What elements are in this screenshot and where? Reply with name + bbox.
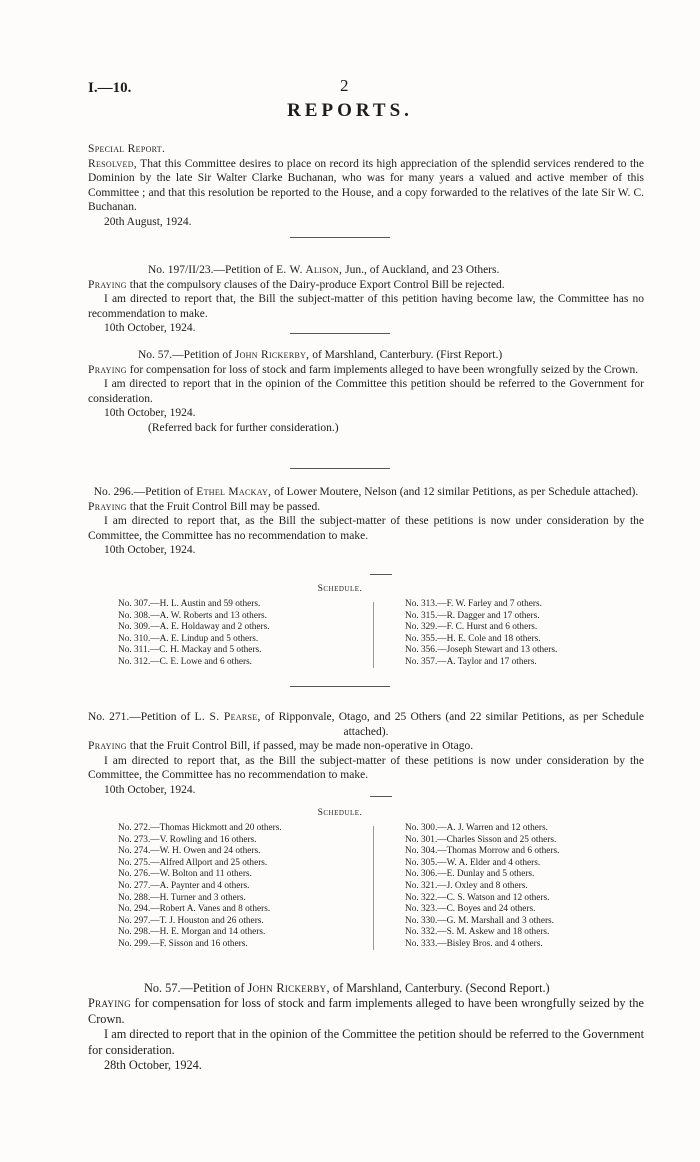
- schedule-entry: No. 297.—T. J. Houston and 26 others.: [118, 915, 264, 926]
- heading-suffix: of Ripponvale, Otago, and 25 Others (and 22 similar Petitions, as per Schedule attached).: [260, 711, 644, 738]
- heading-suffix: of Marshland, Canterbury. (Second Report.): [329, 981, 550, 995]
- schedule-entry: No. 310.—A. E. Lindup and 5 others.: [118, 633, 259, 644]
- schedule-entry: No. 309.—A. E. Holdaway and 2 others.: [118, 622, 270, 633]
- prayer-text: that the Fruit Control Bill may be passed.: [129, 500, 321, 513]
- petitioner-name: John Rickerby,: [234, 349, 310, 361]
- schedule-entry: No. 277.—A. Paynter and 4 others.: [118, 880, 250, 891]
- schedule-title: Schedule.: [317, 808, 363, 818]
- petition-heading: [88, 710, 644, 739]
- schedule-column-divider: [373, 602, 374, 668]
- page-title: REPORTS.: [287, 100, 413, 121]
- petition-report: I am directed to report that, the Bill the subject-matter of this petition having become law, the Committee has no recommendation to make.: [88, 293, 644, 320]
- schedule-entry: No. 273.—V. Rowling and 16 others.: [118, 834, 257, 845]
- heading-suffix: of Marshland, Canterbury. (First Report.): [309, 349, 503, 361]
- petition-report: I am directed to report that in the opinion of the Committee this petition should be referred to the Government for consideration.: [88, 378, 644, 405]
- praying-lead: Praying: [88, 278, 127, 291]
- schedule-left-column: [118, 599, 270, 669]
- schedule-entry: No. 275.—Alfred Allport and 25 others.: [118, 857, 268, 868]
- schedule-left-column: [118, 823, 282, 951]
- schedule-right-column: [405, 823, 559, 951]
- schedule-entry: No. 304.—Thomas Morrow and 6 others.: [405, 846, 560, 857]
- schedule-entry: No. 288.—H. Turner and 3 others.: [118, 892, 246, 903]
- petition-57-second-section: [88, 981, 644, 1073]
- schedule-entry: No. 308.—A. W. Roberts and 13 others.: [118, 610, 267, 621]
- schedule-entry: No. 307.—H. L. Austin and 59 others.: [118, 599, 261, 609]
- schedule-entry: No. 323.—C. Boyes and 24 others.: [405, 904, 536, 915]
- schedule-divider: [370, 574, 392, 575]
- petitioner-name: E. W. Alison,: [276, 264, 343, 276]
- schedule-entry: No. 332.—S. M. Askew and 18 others.: [405, 927, 550, 938]
- petitioner-name: L. S. Pearse,: [194, 711, 261, 723]
- petition-date: 10th October, 1924.: [104, 783, 196, 796]
- petition-heading: [88, 981, 644, 996]
- heading-prefix: No. 57.—Petition of: [144, 981, 248, 995]
- petition-prayer: [88, 363, 644, 378]
- heading-suffix: Jun., of Auckland, and 23 Others.: [342, 264, 500, 276]
- section-divider: [290, 333, 390, 334]
- petition-prayer: [88, 996, 644, 1027]
- schedule-column-divider: [373, 826, 374, 950]
- petition-report: I am directed to report that in the opinion of the Committee the petition should be referred to the Government for consideration.: [88, 1027, 644, 1057]
- petitioner-name: Ethel Mackay,: [196, 486, 272, 498]
- page-number: 2: [340, 76, 349, 95]
- heading-prefix: No. 197/II/23.—Petition of: [148, 264, 277, 276]
- section-divider: [290, 468, 390, 469]
- schedule-entry: No. 315.—R. Dagger and 17 others.: [405, 610, 540, 621]
- special-report-date: 20th August, 1924.: [104, 215, 192, 228]
- resolution-text: That this Committee desires to place on record its high appreciation of the splendid services rendered to the Dominion by the late Sir Walter Clarke Buchanan, who was for many years a valued and active member of this Committee ; and that this resolution be reported to the House, and a copy forwarded to the relatives of the late Sir W. C. Buchanan.: [88, 157, 645, 213]
- resolved-lead: Resolved,: [88, 157, 137, 170]
- petition-heading: [88, 263, 644, 278]
- schedule-entry: No. 357.—A. Taylor and 17 others.: [405, 656, 537, 667]
- schedule-entry: No. 312.—C. E. Lowe and 6 others.: [118, 656, 253, 667]
- schedule-divider: [370, 796, 392, 797]
- prayer-text: that the Fruit Control Bill, if passed, may be made non-operative in Otago.: [129, 740, 474, 752]
- petition-57-first-section: [88, 348, 644, 435]
- heading-prefix: No. 296.—Petition of: [93, 486, 197, 498]
- special-report-body: [88, 157, 644, 215]
- document-reference: I.—10.: [88, 80, 132, 96]
- schedule-entry: No. 298.—H. E. Morgan and 14 others.: [118, 927, 266, 938]
- schedule-entry: No. 330.—G. M. Marshall and 3 others.: [405, 915, 554, 926]
- heading-suffix: of Lower Moutere, Nelson (and 12 similar Petitions, as per Schedule attached).: [271, 486, 639, 498]
- petitioner-name: John Rickerby,: [247, 981, 330, 995]
- prayer-text: that the compulsory clauses of the Dairy-produce Export Control Bill be rejected.: [129, 278, 505, 291]
- petition-271-section: [88, 710, 644, 797]
- schedule-entry: No. 311.—C. H. Mackay and 5 others.: [118, 645, 262, 656]
- schedule-entry: No. 355.—H. E. Cole and 18 others.: [405, 633, 541, 644]
- section-divider: [290, 237, 390, 238]
- special-report-heading: Special Report.: [88, 143, 166, 155]
- prayer-text: for compensation for loss of stock and farm implements alleged to have been wrongfully seized by the Crown.: [88, 996, 645, 1026]
- heading-prefix: No. 271.—Petition of: [88, 711, 195, 723]
- schedule-entry: No. 322.—C. S. Watson and 12 others.: [405, 892, 550, 903]
- schedule-entry: No. 276.—W. Bolton and 11 others.: [118, 869, 252, 880]
- section-divider: [290, 686, 390, 687]
- schedule-right-column: [405, 599, 557, 669]
- schedule-entry: No. 321.—J. Oxley and 8 others.: [405, 880, 528, 891]
- petition-date: 28th October, 1924.: [104, 1058, 202, 1073]
- petition-prayer: [88, 739, 644, 754]
- schedule-entry: No. 356.—Joseph Stewart and 13 others.: [405, 645, 558, 656]
- schedule-entry: No. 299.—F. Sisson and 16 others.: [118, 938, 248, 949]
- petition-date: 10th October, 1924.: [104, 544, 196, 556]
- praying-lead: Praying: [88, 996, 132, 1011]
- petition-296-section: [88, 485, 644, 558]
- praying-lead: Praying: [88, 500, 127, 513]
- schedule-entry: No. 329.—F. C. Hurst and 6 others.: [405, 622, 538, 633]
- schedule-entry: No. 272.—Thomas Hickmott and 20 others.: [118, 823, 282, 833]
- heading-prefix: No. 57.—Petition of: [138, 349, 235, 361]
- praying-lead: Praying: [88, 740, 127, 752]
- prayer-text: for compensation for loss of stock and farm implements alleged to have been wrongfully seized by the Crown.: [129, 363, 639, 376]
- petition-report: I am directed to report that, as the Bill the subject-matter of these petitions is now under consideration by the Committee, the Committee has no recommendation to make.: [88, 515, 644, 542]
- petition-197-section: [88, 263, 644, 336]
- special-report-section: [88, 142, 644, 229]
- schedule-title: Schedule.: [317, 584, 363, 594]
- schedule-entry: No. 313.—F. W. Farley and 7 others.: [405, 599, 542, 609]
- schedule-entry: No. 294.—Robert A. Vanes and 8 others.: [118, 904, 271, 915]
- schedule-entry: No. 301.—Charles Sisson and 25 others.: [405, 834, 557, 845]
- schedule-entry: No. 274.—W. H. Owen and 24 others.: [118, 846, 261, 857]
- petition-date: 10th October, 1924.: [104, 322, 196, 334]
- schedule-entry: No. 333.—Bisley Bros. and 4 others.: [405, 938, 543, 949]
- schedule-entry: No. 306.—E. Dunlay and 5 others.: [405, 869, 535, 880]
- petition-heading: [88, 485, 644, 500]
- petition-heading: [88, 348, 644, 363]
- petition-prayer: [88, 278, 644, 293]
- praying-lead: Praying: [88, 363, 127, 376]
- schedule-entry: No. 300.—A. J. Warren and 12 others.: [405, 823, 548, 833]
- petition-date: 10th October, 1924.: [104, 407, 196, 419]
- petition-note: (Referred back for further consideration.): [148, 421, 339, 434]
- petition-report: I am directed to report that, as the Bill the subject-matter of these petitions is now under consideration by the Committee, the Committee has no recommendation to make.: [88, 754, 644, 781]
- schedule-entry: No. 305.—W. A. Elder and 4 others.: [405, 857, 541, 868]
- petition-prayer: [88, 500, 644, 515]
